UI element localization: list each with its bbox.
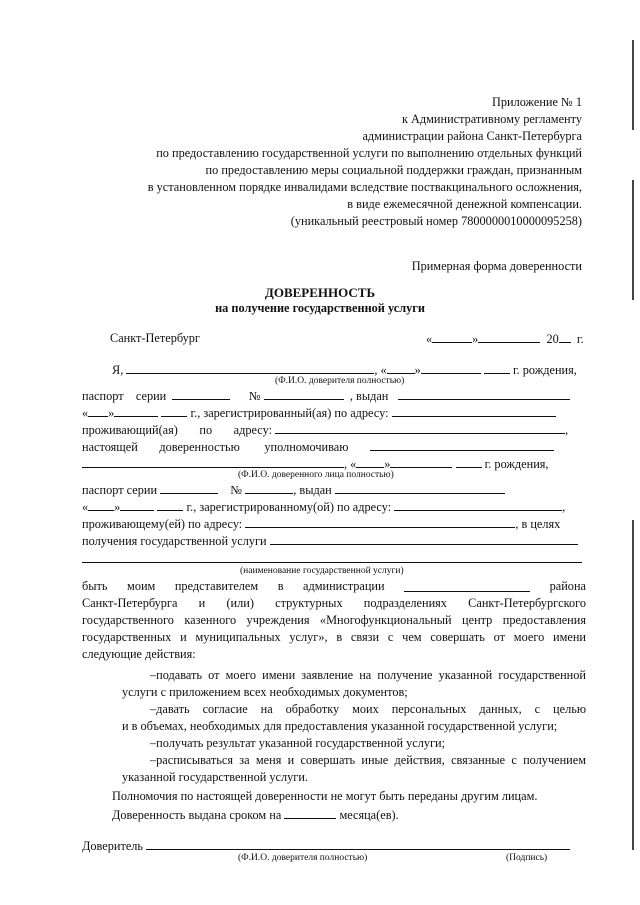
principal-name-hint: (Ф.И.О. доверителя полностью) [275, 376, 405, 386]
comma: , [562, 500, 566, 514]
principal-birth-month-field[interactable] [421, 362, 481, 374]
word-doverennostyu: доверенностью [159, 440, 240, 454]
agent-issue-year-field[interactable] [157, 499, 183, 511]
word-administratsii: администрации [303, 579, 385, 593]
quote-close: » [472, 332, 479, 346]
agent-name-hint: (Ф.И.О. доверенного лица полностью) [238, 470, 394, 480]
representative-line [82, 579, 586, 594]
living-label: проживающему(ей) по адресу: [82, 517, 243, 531]
agent-issue-day-field[interactable] [88, 499, 114, 511]
quote-close: » [114, 500, 121, 514]
word-predstavitelem: представителем [174, 579, 259, 593]
series-label: серии [135, 389, 167, 403]
day-field[interactable] [432, 331, 472, 343]
header-line: в виде ежемесячной денежной компенсации. [347, 197, 582, 211]
header-line: администрации района Санкт-Петербурга [362, 129, 582, 143]
months-label: месяца(ев). [339, 808, 399, 822]
word-rayona: района [549, 579, 586, 593]
registry-number: (уникальный реестровый номер 7800000010000095258) [290, 214, 582, 228]
service-name-hint: (наименование государственной услуги) [240, 566, 404, 576]
agent-living-line [82, 516, 560, 532]
document-subtitle: на получение государственной услуги [215, 301, 425, 315]
passport-label: паспорт [82, 389, 124, 403]
agent-passport-number-field[interactable] [245, 482, 293, 494]
purpose-tail: , в целях [515, 517, 561, 531]
action-item-continuation: услуги с приложением всех необходимых документов; [122, 685, 408, 699]
form-note: Примерная форма доверенности [411, 259, 582, 273]
action-item-continuation: указанной государственной услуги. [122, 770, 308, 784]
principal-issue-year-field[interactable] [161, 405, 187, 417]
action-item-continuation: и в объемах, необходимых для предоставления указанной государственной услуги; [122, 719, 558, 733]
registered-label: г., зарегистрированный(ая) по адресу: [190, 406, 389, 420]
po-label: по [199, 423, 213, 437]
comma-quote: , « [344, 457, 357, 471]
principal-birth-year-field[interactable] [484, 362, 510, 374]
registered-label: г., зарегистрированному(ой) по адресу: [186, 500, 392, 514]
agent-passport-line [82, 482, 505, 498]
agent-issued-by-field[interactable] [335, 482, 505, 494]
body-line: государственных и муниципальных услуг», в связи с чем совершать от моего имени [82, 630, 586, 644]
year-prefix: 20 [546, 332, 559, 346]
action-item: –давать согласие на обработку моих персональных данных, с целью [150, 702, 586, 716]
action-item: –расписываться за меня и совершать иные действия, связанные с получением [150, 753, 586, 767]
agent-birth-day-field[interactable] [356, 456, 384, 468]
ya-label: Я, [112, 363, 124, 377]
quote-close: » [384, 457, 391, 471]
comma-quote: , « [374, 363, 387, 377]
body-line-last: следующие действия: [82, 647, 196, 661]
signature-hint: (Подпись) [506, 853, 548, 863]
agent-birth-year-field[interactable] [456, 456, 482, 468]
signer-name-field[interactable] [146, 838, 570, 850]
comma: , [565, 423, 569, 437]
address-label: адресу: [233, 423, 272, 437]
principal-living-line [82, 422, 588, 438]
header-line: к Административному регламенту [401, 112, 582, 126]
agent-name-field[interactable] [82, 456, 344, 468]
quote-open: « [82, 500, 89, 514]
authorize-line [82, 439, 554, 455]
header-line: по предоставлению государственной услуги по выполнению отдельных функций [156, 146, 582, 160]
body-line: государственного казенного учреждения «Многофункциональный центр предоставления [82, 613, 586, 627]
header-line: по предоставлению меры социальной поддержки граждан, признанным [205, 163, 582, 177]
word-nastoyashchey: настоящей [82, 440, 138, 454]
month-field[interactable] [478, 331, 540, 343]
quote-close: » [414, 363, 421, 377]
number-sign: № [230, 483, 243, 497]
powers-note: Полномочия по настоящей доверенности не могут быть переданы другим лицам. [112, 789, 538, 803]
principal-issued-by-field[interactable] [398, 388, 570, 400]
date-line [426, 331, 584, 347]
principal-passport-series-field[interactable] [172, 388, 230, 400]
place: Санкт-Петербург [110, 331, 200, 345]
service-line [82, 533, 578, 549]
agent-issue-month-field[interactable] [120, 499, 154, 511]
principal-issue-day-field[interactable] [88, 405, 108, 417]
agent-registered-line [82, 499, 565, 515]
number-sign: № [248, 389, 261, 403]
word-byt: быть [82, 579, 108, 593]
agent-birth-month-field[interactable] [390, 456, 452, 468]
district-field[interactable] [404, 580, 530, 592]
living-label: проживающий(ая) [82, 423, 178, 437]
word-moim: моим [127, 579, 156, 593]
quote-close: » [108, 406, 115, 420]
passport-series-label: паспорт серии [82, 483, 158, 497]
validity-label: Доверенность выдана сроком на [112, 808, 282, 822]
signature-line [82, 838, 570, 854]
birth-label: г. рождения, [484, 457, 549, 471]
birth-label: г. рождения, [512, 363, 577, 377]
principal-living-address-field[interactable] [275, 422, 565, 434]
issued-label: , выдан [349, 389, 389, 403]
action-item: –получать результат указанной государственной услуги; [150, 736, 446, 750]
scan-edge-mark [632, 520, 634, 850]
agent-registration-address-field[interactable] [394, 499, 562, 511]
service-name-field[interactable] [270, 533, 578, 545]
signer-label: Доверитель [82, 839, 144, 853]
validity-line [112, 807, 399, 823]
principal-birth-day-field[interactable] [387, 362, 415, 374]
principal-registered-line [82, 405, 556, 421]
action-item: –подавать от моего имени заявление на получение указанной государственной [150, 668, 586, 682]
scan-edge-mark [632, 40, 634, 130]
issued-label: , выдан [293, 483, 332, 497]
principal-passport-number-field[interactable] [264, 388, 344, 400]
document-title: ДОВЕРЕННОСТЬ [264, 285, 376, 300]
word-v: в [277, 579, 284, 593]
year-field[interactable] [559, 331, 571, 343]
principal-issue-month-field[interactable] [114, 405, 158, 417]
word-upolnomochivayu: уполномочиваю [264, 440, 349, 454]
authorize-tail-field[interactable] [370, 439, 554, 451]
service-label: получения государственной услуги [82, 534, 267, 548]
agent-passport-series-field[interactable] [160, 482, 218, 494]
scan-edge-mark [632, 180, 634, 300]
principal-passport-line [82, 388, 570, 404]
appendix-number: Приложение № 1 [491, 95, 582, 109]
principal-registration-address-field[interactable] [392, 405, 556, 417]
signer-name-hint: (Ф.И.О. доверителя полностью) [238, 853, 368, 863]
year-suffix: г. [576, 332, 584, 346]
quote-open: « [426, 332, 433, 346]
body-line: Санкт-Петербурга и (или) структурных подразделениях Санкт-Петербургского [82, 596, 586, 610]
principal-name-field[interactable] [126, 362, 374, 374]
agent-living-address-field[interactable] [245, 516, 515, 528]
validity-months-field[interactable] [284, 807, 336, 819]
header-line: в установленном порядке инвалидами вследствие поствакцинального осложнения, [147, 180, 582, 194]
quote-open: « [82, 406, 89, 420]
service-name-continuation-field[interactable] [82, 562, 582, 563]
